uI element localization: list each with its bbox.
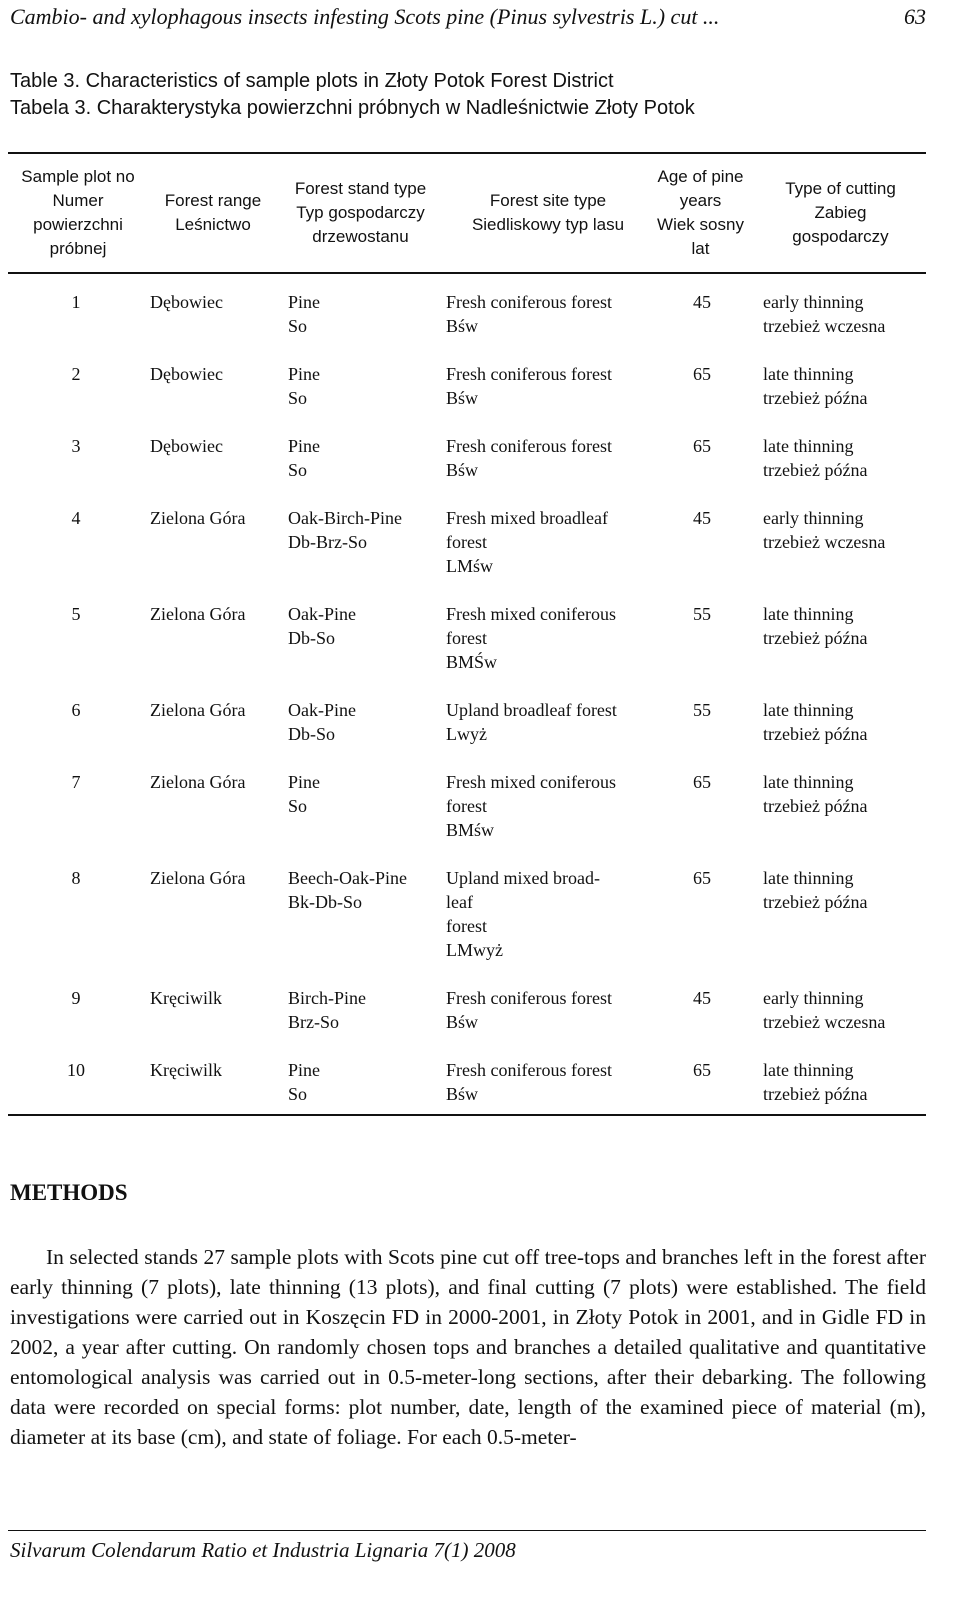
cell-cutting	[763, 290, 885, 338]
cell-no	[61, 434, 91, 458]
cell-range	[150, 770, 245, 794]
cell-site	[446, 290, 612, 338]
cell-line: Fresh mixed coniferous	[446, 604, 616, 624]
header-line: years	[679, 191, 722, 210]
cell-range	[150, 986, 222, 1010]
cell-line: 10	[67, 1060, 85, 1080]
cell-line: 65	[693, 868, 711, 888]
cell-line: trzebież późna	[763, 388, 868, 408]
cell-line: Upland broadleaf forest	[446, 700, 617, 720]
header-line: Numer	[52, 191, 104, 210]
cell-range	[150, 602, 245, 626]
cell-age	[693, 866, 711, 890]
cell-line: Pine	[288, 292, 321, 312]
cell-line: Dębowiec	[150, 436, 223, 456]
cell-line: 65	[693, 436, 711, 456]
cell-site	[446, 698, 617, 746]
cell-line: Beech-Oak-Pine	[288, 868, 407, 888]
header-line: lat	[691, 239, 710, 258]
header-line: powierzchni	[33, 215, 123, 234]
cell-site	[446, 1058, 612, 1106]
cell-line: Dębowiec	[150, 364, 223, 384]
cell-stand	[288, 290, 320, 338]
cell-cutting	[763, 602, 867, 650]
cell-line: Oak-Pine	[288, 700, 356, 720]
cell-line: forest	[446, 796, 487, 816]
cell-line: Dębowiec	[150, 292, 223, 312]
cell-line: Kręciwilk	[150, 1060, 222, 1080]
cell-line: Fresh mixed coniferous	[446, 772, 616, 792]
cell-line: 3	[71, 436, 81, 456]
cell-line: 45	[693, 292, 711, 312]
cell-line: Birch-Pine	[288, 988, 366, 1008]
cell-line: Bśw	[446, 1084, 479, 1104]
cell-line: Brz-So	[288, 1012, 339, 1032]
header-sample-plot	[8, 154, 148, 272]
cell-site	[446, 602, 616, 674]
cell-cutting	[763, 506, 885, 554]
header-line: Forest site type	[489, 191, 607, 210]
cell-site	[446, 506, 608, 578]
page-number: 63	[904, 4, 926, 29]
cell-no	[61, 1058, 91, 1082]
cell-line: late thinning	[763, 364, 854, 384]
header-line: Leśnictwo	[175, 215, 251, 234]
cell-line: Fresh mixed broadleaf	[446, 508, 608, 528]
cell-line: Fresh coniferous forest	[446, 1060, 612, 1080]
cell-no	[61, 290, 91, 314]
cell-line: 65	[693, 772, 711, 792]
cell-line: 5	[71, 604, 81, 624]
cell-line: So	[288, 796, 308, 816]
cell-line: trzebież późna	[763, 628, 868, 648]
cell-line: trzebież wczesna	[763, 1012, 886, 1032]
cell-site	[446, 362, 612, 410]
cell-line: Bśw	[446, 460, 479, 480]
header-age	[653, 154, 748, 272]
cell-no	[61, 698, 91, 722]
cell-line: trzebież późna	[763, 724, 868, 744]
cell-line: Fresh coniferous forest	[446, 364, 612, 384]
cell-age	[693, 434, 711, 458]
cell-stand	[288, 866, 407, 914]
cell-line: Zielona Góra	[150, 772, 246, 792]
cell-line: Kręciwilk	[150, 988, 222, 1008]
header-line: próbnej	[49, 239, 107, 258]
cell-cutting	[763, 866, 867, 914]
header-line: drzewostanu	[312, 227, 409, 246]
cell-line: 1	[71, 292, 81, 312]
cell-line: Bśw	[446, 1012, 479, 1032]
cell-line: 55	[693, 604, 711, 624]
cell-age	[693, 362, 711, 386]
header-line: Zabieg	[814, 203, 867, 222]
cell-age	[693, 1058, 711, 1082]
cell-line: 8	[71, 868, 81, 888]
cell-line: Db-So	[288, 724, 336, 744]
cell-line: early thinning	[763, 292, 864, 312]
cell-line: 65	[693, 364, 711, 384]
cell-site	[446, 866, 600, 962]
cell-line: trzebież późna	[763, 796, 868, 816]
cell-line: So	[288, 1084, 308, 1104]
header-line: gospodarczy	[792, 227, 889, 246]
cell-cutting	[763, 770, 867, 818]
cell-age	[693, 290, 711, 314]
cell-line: leaf	[446, 892, 473, 912]
header-line: Wiek sosny	[657, 215, 744, 234]
cell-line: forest	[446, 916, 487, 936]
cell-line: Pine	[288, 364, 321, 384]
cell-line: Oak-Birch-Pine	[288, 508, 402, 528]
cell-line: late thinning	[763, 868, 854, 888]
cell-range	[150, 1058, 222, 1082]
cell-stand	[288, 602, 356, 650]
cell-line: 2	[71, 364, 81, 384]
cell-line: trzebież późna	[763, 460, 868, 480]
cell-age	[693, 602, 711, 626]
cell-line: forest	[446, 628, 487, 648]
cell-line: late thinning	[763, 700, 854, 720]
cell-no	[61, 986, 91, 1010]
cell-cutting	[763, 986, 885, 1034]
header-line: Typ gospodarczy	[296, 203, 425, 222]
cell-line: early thinning	[763, 988, 864, 1008]
cell-line: So	[288, 388, 308, 408]
sample-plots-table	[8, 152, 926, 1116]
cell-site	[446, 986, 612, 1034]
cell-line: Db-So	[288, 628, 336, 648]
cell-site	[446, 770, 616, 842]
footer-rule	[8, 1530, 926, 1531]
cell-line: Fresh coniferous forest	[446, 988, 612, 1008]
header-stand-type	[278, 154, 443, 272]
table-header	[8, 154, 926, 272]
cell-line: early thinning	[763, 508, 864, 528]
header-forest-range	[148, 154, 278, 272]
header-cutting-type	[753, 154, 928, 272]
table-caption-en: Table 3. Characteristics of sample plots in Złoty Potok Forest District	[10, 70, 614, 92]
cell-cutting	[763, 434, 867, 482]
cell-stand	[288, 434, 320, 482]
cell-line: Lwyż	[446, 724, 487, 744]
cell-line: Fresh coniferous forest	[446, 292, 612, 312]
cell-cutting	[763, 362, 867, 410]
header-line: Siedliskowy typ lasu	[471, 215, 625, 234]
cell-line: forest	[446, 532, 487, 552]
cell-no	[61, 362, 91, 386]
cell-line: BMŚw	[446, 652, 498, 672]
cell-line: So	[288, 460, 308, 480]
cell-line: Bk-Db-So	[288, 892, 363, 912]
cell-line: Zielona Góra	[150, 868, 246, 888]
table-body	[8, 274, 926, 1114]
cell-line: LMśw	[446, 556, 494, 576]
cell-line: So	[288, 316, 308, 336]
cell-line: late thinning	[763, 436, 854, 456]
cell-range	[150, 434, 223, 458]
cell-no	[61, 770, 91, 794]
cell-line: Zielona Góra	[150, 508, 246, 528]
cell-line: 45	[693, 988, 711, 1008]
cell-line: 4	[71, 508, 81, 528]
cell-line: late thinning	[763, 772, 854, 792]
cell-range	[150, 362, 223, 386]
cell-line: late thinning	[763, 1060, 854, 1080]
cell-age	[693, 770, 711, 794]
table-bottom-rule	[8, 1114, 926, 1116]
methods-paragraph: In selected stands 27 sample plots with Scots pine cut off tree-tops and branches left in the forest after early thinning (7 plots), late thinning (13 plots), and final cutting (7 plots) were established. The field investigations were carried out in Koszęcin FD in 2000-2001, in Złoty Potok in 2001, and in Gidle FD in 2002, a year after cutting. On randomly chosen tops and branches a detailed qualitative and quantitative entomological analysis was carried out in 0.5-meter-long sections, after their debarking. The following data were recorded on special forms: plot number, date, length of the examined piece of material (m), diameter at its base (cm), and state of foliage. For each 0.5-meter-	[10, 1245, 926, 1449]
cell-line: 6	[71, 700, 81, 720]
cell-line: 65	[693, 1060, 711, 1080]
table-caption-pl: Tabela 3. Charakterystyka powierzchni próbnych w Nadleśnictwie Złoty Potok	[10, 97, 695, 119]
header-line: Type of cutting	[785, 179, 896, 198]
cell-cutting	[763, 1058, 867, 1106]
cell-line: Pine	[288, 436, 321, 456]
cell-line: Db-Brz-So	[288, 532, 367, 552]
header-line: Age of pine	[657, 167, 744, 186]
cell-range	[150, 290, 223, 314]
cell-line: 9	[71, 988, 81, 1008]
cell-line: Pine	[288, 1060, 321, 1080]
cell-line: trzebież wczesna	[763, 316, 886, 336]
header-line: Forest stand type	[294, 179, 427, 198]
cell-line: Zielona Góra	[150, 604, 246, 624]
cell-stand	[288, 698, 356, 746]
cell-stand	[288, 506, 402, 554]
cell-line: 7	[71, 772, 81, 792]
running-head	[10, 4, 926, 30]
cell-line: trzebież późna	[763, 892, 868, 912]
cell-line: Bśw	[446, 388, 479, 408]
header-site-type	[443, 154, 653, 272]
cell-line: LMwyż	[446, 940, 503, 960]
cell-no	[61, 506, 91, 530]
header-line: Sample plot no	[21, 167, 135, 186]
cell-line: 55	[693, 700, 711, 720]
header-line: Forest range	[164, 191, 262, 210]
cell-no	[61, 866, 91, 890]
cell-line: 45	[693, 508, 711, 528]
cell-range	[150, 506, 245, 530]
cell-line: trzebież późna	[763, 1084, 868, 1104]
cell-line: BMśw	[446, 820, 495, 840]
journal-footer: Silvarum Colendarum Ratio et Industria Lignaria 7(1) 2008	[10, 1538, 516, 1562]
cell-stand	[288, 362, 320, 410]
cell-cutting	[763, 698, 867, 746]
cell-line: Bśw	[446, 316, 479, 336]
methods-heading: METHODS	[10, 1180, 128, 1205]
cell-line: Zielona Góra	[150, 700, 246, 720]
cell-range	[150, 866, 245, 890]
cell-stand	[288, 1058, 320, 1106]
cell-line: Pine	[288, 772, 321, 792]
cell-line: Oak-Pine	[288, 604, 356, 624]
cell-line: Fresh coniferous forest	[446, 436, 612, 456]
cell-no	[61, 602, 91, 626]
cell-line: trzebież wczesna	[763, 532, 886, 552]
cell-stand	[288, 986, 366, 1034]
cell-age	[693, 698, 711, 722]
cell-stand	[288, 770, 320, 818]
table-captions	[10, 68, 695, 122]
cell-age	[693, 986, 711, 1010]
cell-range	[150, 698, 245, 722]
cell-site	[446, 434, 612, 482]
cell-age	[693, 506, 711, 530]
running-head-title: Cambio- and xylophagous insects infesting Scots pine (Pinus sylvestris L.) cut ...	[10, 4, 720, 29]
cell-line: Upland mixed broad-	[446, 868, 600, 888]
cell-line: late thinning	[763, 604, 854, 624]
